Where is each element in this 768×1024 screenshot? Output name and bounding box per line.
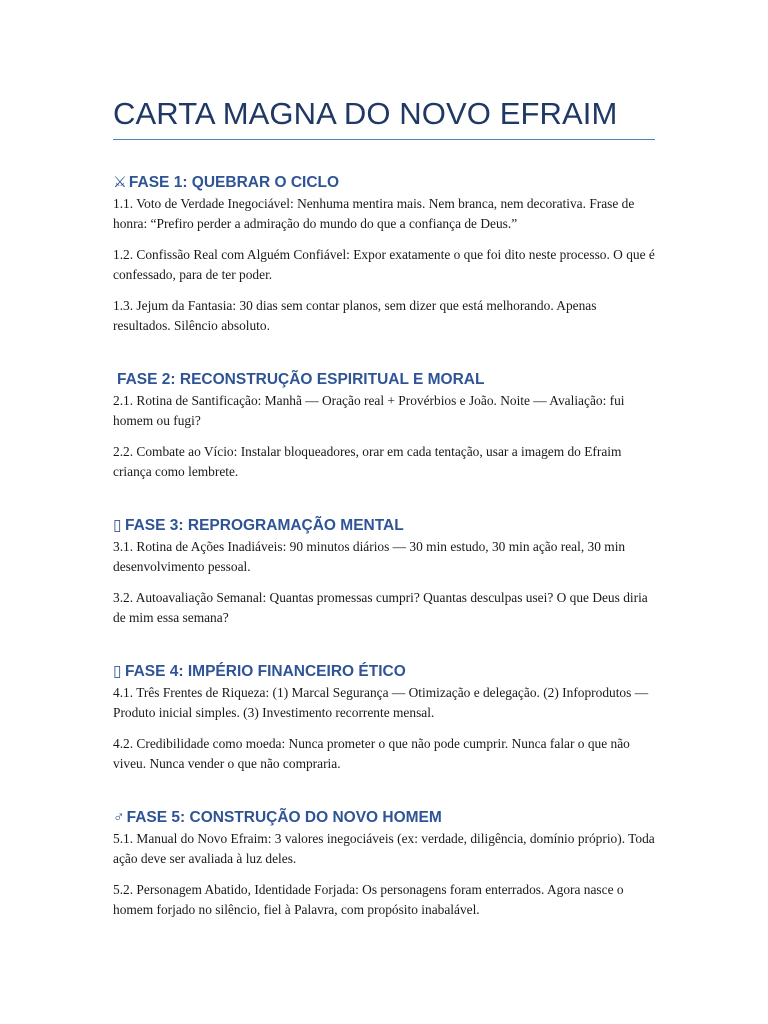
phase-item: 4.2. Credibilidade como moeda: Nunca prometer o que não pode cumprir. Nunca falar o que não viveu. Nunca vender o que não compraria. [113, 736, 630, 771]
phase-item: 1.1. Voto de Verdade Inegociável: Nenhuma mentira mais. Nem branca, nem decorativa. Frase de honra: “Prefiro perder a admiração do mundo do que a confiança de Deus.” [113, 196, 635, 231]
phase-item: 5.1. Manual do Novo Efraim: 3 valores inegociáveis (ex: verdade, diligência, domínio próprio). Toda ação deve ser avaliada à luz deles. [113, 831, 655, 866]
phase-section [113, 662, 655, 774]
document-title: CARTA MAGNA DO NOVO EFRAIM [113, 96, 618, 131]
phase-item: 2.1. Rotina de Santificação: Manhã — Oração real + Provérbios e João. Noite — Avaliação: fui homem ou fugi? [113, 393, 625, 428]
phase-heading-text: FASE 1: QUEBRAR O CICLO [128, 174, 340, 191]
phase-item: 3.2. Autoavaliação Semanal: Quantas promessas cumpri? Quantas desculpas usei? O que Deus diria de mim essa semana? [113, 590, 648, 625]
phase-item: 2.2. Combate ao Vício: Instalar bloqueadores, orar em cada tentação, usar a imagem do Efraim criança como lembrete. [113, 444, 622, 479]
title-underline [113, 139, 655, 140]
phase-heading-text: FASE 5: CONSTRUÇÃO DO NOVO HOMEM [126, 809, 442, 826]
missing-glyph-icon: ▯ [113, 517, 122, 534]
phase-heading-text: FASE 2: RECONSTRUÇÃO ESPIRITUAL E MORAL [117, 371, 485, 388]
crossed-swords-icon: ⚔ [113, 174, 127, 191]
phase-section [113, 516, 655, 628]
phase-item: 4.1. Três Frentes de Riqueza: (1) Marcal Segurança — Otimização e delegação. (2) Infoprodutos — Produto inicial simples. (3) Investimento recorrente mensal. [113, 685, 649, 720]
male-sign-icon: ♂ [113, 809, 125, 826]
phase-item: 1.2. Confissão Real com Alguém Confiável: Expor exatamente o que foi dito neste processo. O que é confessado, para de ter poder. [113, 247, 655, 282]
phase-heading [113, 173, 655, 193]
phase-item: 1.3. Jejum da Fantasia: 30 dias sem contar planos, sem dizer que está melhorando. Apenas resultados. Silêncio absoluto. [113, 298, 597, 333]
phase-section [113, 808, 655, 920]
phase-heading-text: FASE 4: IMPÉRIO FINANCEIRO ÉTICO [125, 663, 406, 680]
phase-heading [113, 516, 655, 536]
phase-heading [113, 808, 655, 828]
phase-heading-text: FASE 3: REPROGRAMAÇÃO MENTAL [125, 517, 404, 534]
phase-item: 5.2. Personagem Abatido, Identidade Forjada: Os personagens foram enterrados. Agora nasce o homem forjado no silêncio, fiel à Palavra, com propósito inabalável. [113, 882, 624, 917]
missing-glyph-icon: ▯ [113, 663, 122, 680]
phase-section [113, 173, 655, 336]
phase-heading [113, 662, 655, 682]
phase-heading [113, 370, 655, 390]
phase-item: 3.1. Rotina de Ações Inadiáveis: 90 minutos diários — 30 min estudo, 30 min ação real, 30 min desenvolvimento pessoal. [113, 539, 626, 574]
phase-section [113, 370, 655, 482]
document-page [113, 0, 655, 917]
